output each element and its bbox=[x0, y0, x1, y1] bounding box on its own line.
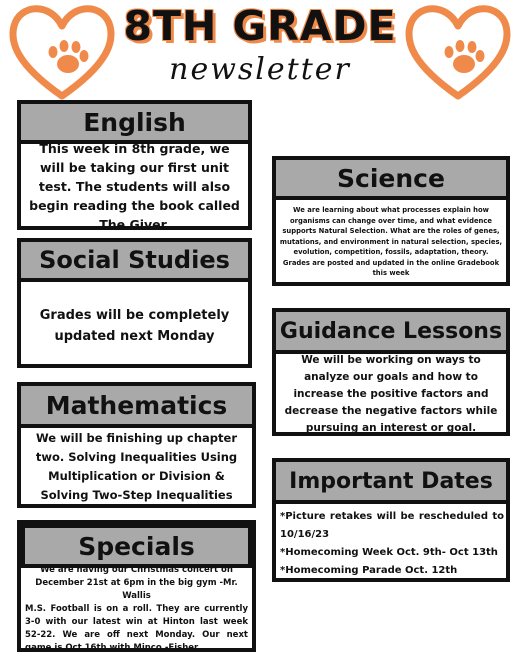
math-text: We will be finishing up chapter two. Solving Inequalities Using Multiplication or Division & Solving Two-Step Inequalities bbox=[35, 431, 238, 502]
guidance-heading: Guidance Lessons bbox=[272, 308, 510, 354]
science-heading: Science bbox=[272, 156, 510, 200]
science-text: We are learning about what processes explain how organisms can change over time, and what evidence supports Natural Selection. What are the roles of genes, mutations, and environment in natural selection, species, evolution, competition, fossils, adaptation, theory. bbox=[279, 206, 503, 257]
specials-concert-text: We are having our Christmas concert on December 21st at 6pm in the big gym -Mr. Wallis bbox=[35, 564, 238, 601]
social-studies-heading: Social Studies bbox=[17, 238, 252, 282]
specials-body bbox=[25, 564, 248, 653]
dates-body bbox=[280, 508, 504, 578]
specials-heading: Specials bbox=[21, 524, 252, 568]
guidance-text: We will be working on ways to analyze our goals and how to increase the positive factors and decrease the negative factors while pursuing an interest or goal. bbox=[284, 353, 498, 434]
english-text: This week in 8th grade, we will be taking our first unit test. The students will also begin reading the book called The Giver. bbox=[29, 140, 240, 232]
page-title: 8TH GRADE bbox=[123, 2, 397, 50]
specials-football-text: M.S. Football is on a roll. They are currently 3-0 with our latest win at Hinton last week 52-22. We are off next Monday. Our next game is Oct 16th with Minco.-Fisher bbox=[25, 603, 248, 653]
english-body bbox=[26, 140, 243, 232]
dates-item: *Homecoming Week Oct. 9th- Oct 13th bbox=[280, 547, 498, 558]
dates-heading: Important Dates bbox=[272, 458, 510, 504]
math-heading: Mathematics bbox=[17, 382, 256, 428]
english-heading: English bbox=[17, 100, 252, 144]
social-studies-body bbox=[30, 290, 239, 362]
science-grades-text: Grades are posted and updated in the online Gradebook this week bbox=[282, 258, 500, 278]
guidance-body bbox=[282, 353, 500, 434]
heart-paw-icon-left bbox=[6, 2, 118, 102]
dates-item: *Picture retakes will be rescheduled to 10/16/23 bbox=[280, 511, 504, 540]
social-studies-text: Grades will be completely updated next Monday bbox=[39, 308, 230, 344]
science-body bbox=[278, 202, 504, 282]
dates-item: *Homecoming Parade Oct. 12th bbox=[280, 565, 458, 576]
math-body bbox=[24, 428, 249, 506]
heart-paw-icon-right bbox=[402, 2, 514, 102]
page-subtitle: newsletter bbox=[169, 52, 351, 87]
